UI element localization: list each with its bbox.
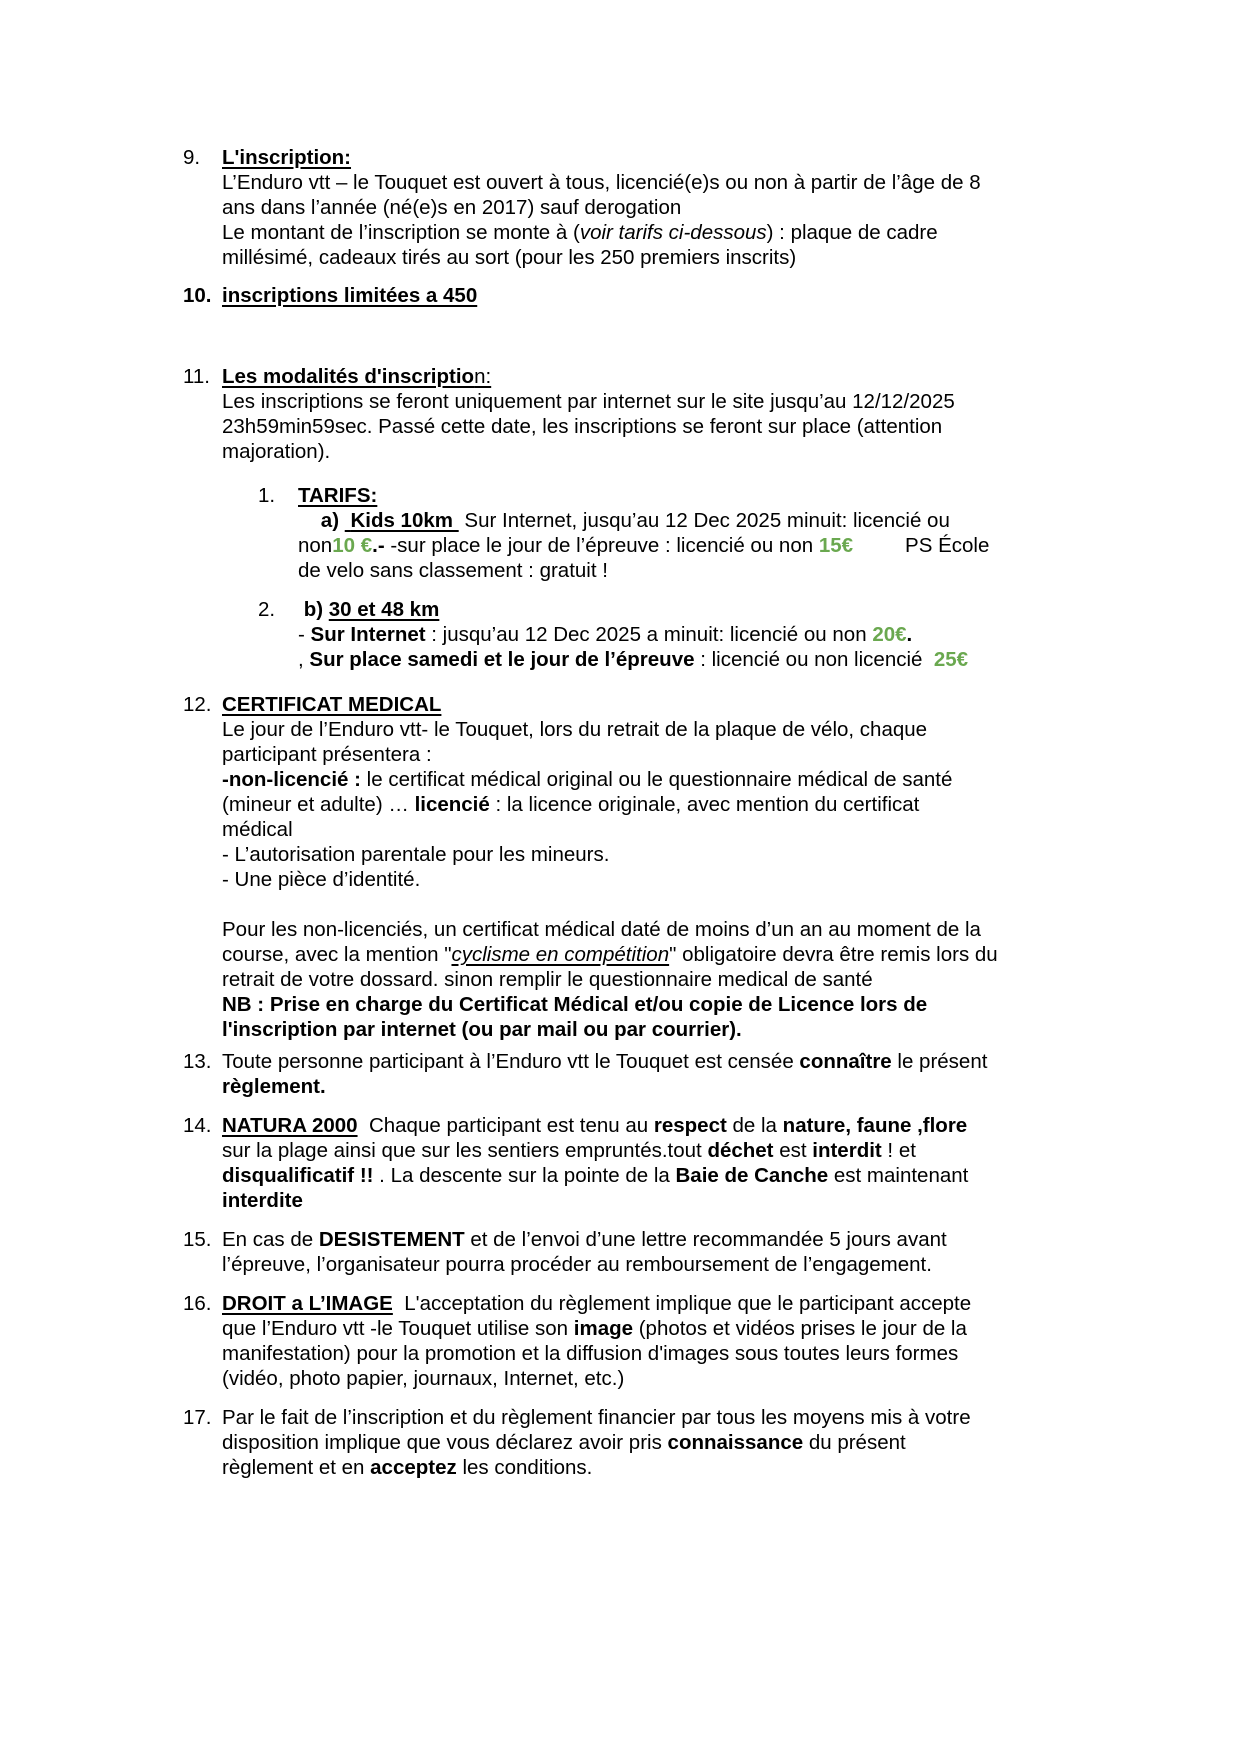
text: .	[906, 623, 913, 646]
nb-line: NB : Prise en charge du Certificat Médical et/ou copie de Licence lors de	[222, 993, 928, 1016]
bold-text: interdit	[812, 1139, 882, 1162]
bold-text: -non-licencié :	[222, 768, 361, 791]
text-line: millésimé, cadeaux tirés au sort (pour les 250 premiers inscrits)	[222, 246, 797, 269]
text: est maintenant	[828, 1164, 969, 1187]
bold-text: règlement.	[222, 1075, 326, 1098]
text: " obligatoire devra être remis lors du	[669, 943, 998, 966]
section-9-inscription	[183, 145, 1103, 270]
section-11-modalites	[183, 364, 1103, 464]
text-line: majoration).	[222, 440, 331, 463]
text: ) : plaque de cadre	[766, 221, 938, 244]
text-line: Par le fait de l’inscription et du règlement financier par tous les moyens mis à votre	[222, 1406, 971, 1429]
item-number: 17.	[183, 1406, 212, 1429]
bold-text: interdite	[222, 1189, 303, 1212]
bold-text: connaître	[799, 1050, 892, 1073]
item-number: 10.	[183, 284, 212, 307]
text: En cas de	[222, 1228, 319, 1251]
bold-text: déchet	[707, 1139, 774, 1162]
text: le présent	[891, 1050, 988, 1073]
subsection-title: TARIFS:	[298, 484, 378, 507]
text: de la	[726, 1114, 783, 1137]
text: et de l’envoi d’une lettre recommandée 5 jours avant	[464, 1228, 947, 1251]
bold-text: nature, faune ,flore	[782, 1114, 968, 1137]
nb-line: l'inscription par internet (ou par mail ou par courrier).	[222, 1018, 742, 1041]
text: PS École	[905, 534, 990, 557]
bold-text: connaissance	[667, 1431, 804, 1454]
section-12-certificat	[183, 692, 1103, 1042]
text-line: - L’autorisation parentale pour les mineurs.	[222, 843, 610, 866]
section-13-reglement	[183, 1049, 1103, 1099]
text: règlement et en	[222, 1456, 371, 1479]
section-14-natura	[183, 1113, 1103, 1213]
text: -	[298, 623, 311, 646]
text: Le montant de l’inscription se monte à (	[222, 221, 580, 244]
text: les conditions.	[456, 1456, 593, 1479]
bold-text: acceptez	[370, 1456, 457, 1479]
text: du présent	[803, 1431, 906, 1454]
tariff-30-48-title: 30 et 48 km	[328, 598, 440, 621]
text: : la licence originale, avec mention du certificat	[489, 793, 920, 816]
text: .-	[372, 534, 385, 557]
section-title: Les modalités d'inscriptio	[222, 365, 475, 388]
bold-text: Sur Internet	[310, 623, 426, 646]
item-number: 12.	[183, 693, 212, 716]
subsection-tarifs	[258, 483, 1108, 583]
tariff-kids-title: Kids 10km	[350, 509, 453, 532]
text: Chaque participant est tenu au	[357, 1114, 654, 1137]
text-line: 23h59min59sec. Passé cette date, les inscriptions se feront sur place (attention	[222, 415, 943, 438]
text: : jusqu’au 12 Dec 2025 a minuit: licencié ou non	[425, 623, 873, 646]
item-number: 15.	[183, 1228, 212, 1251]
text: : licencié ou non licencié	[694, 648, 934, 671]
text-line: retrait de votre dossard. sinon remplir le questionnaire medical de santé	[222, 968, 873, 991]
text-line: Les inscriptions se feront uniquement par internet sur le site jusqu’au 12/12/2025	[222, 390, 955, 413]
text-line: manifestation) pour la promotion et la diffusion d'images sous toutes leurs formes	[222, 1342, 959, 1365]
title-suffix: n:	[474, 365, 492, 388]
price-onsite-adult: 25€	[933, 648, 969, 671]
item-number: 2.	[258, 598, 276, 621]
item-number: 14.	[183, 1114, 212, 1137]
text: (mineur et adulte) …	[222, 793, 415, 816]
bold-text: respect	[653, 1114, 727, 1137]
bold-text: Sur place samedi et le jour de l’épreuve	[309, 648, 695, 671]
text: (photos et vidéos prises le jour de la	[633, 1317, 967, 1340]
section-title: NATURA 2000	[222, 1114, 358, 1137]
text: ,	[298, 648, 310, 671]
text: disposition implique que vous déclarez avoir pris	[222, 1431, 668, 1454]
bold-text: disqualificatif !!	[222, 1164, 374, 1187]
section-17-acceptation	[183, 1405, 1103, 1480]
text-line: ans dans l’année (né(e)s en 2017) sauf derogation	[222, 196, 682, 219]
text: est	[773, 1139, 813, 1162]
bold-text: DESISTEMENT	[318, 1228, 465, 1251]
italic-text: voir tarifs ci-dessous	[579, 221, 767, 244]
text: L'acceptation du règlement implique que le participant accepte	[392, 1292, 972, 1315]
text-line: (vidéo, photo papier, journaux, Internet, etc.)	[222, 1367, 625, 1390]
item-number: 13.	[183, 1050, 212, 1073]
text: Toute personne participant à l’Enduro vtt le Touquet est censée	[222, 1050, 800, 1073]
item-number: 16.	[183, 1292, 212, 1315]
text: le certificat médical original ou le questionnaire médical de santé	[360, 768, 953, 791]
text-line: Pour les non-licenciés, un certificat médical daté de moins d’un an au moment de la	[222, 918, 981, 941]
text: course, avec la mention "	[222, 943, 452, 966]
text: que l’Enduro vtt -le Touquet utilise son	[222, 1317, 574, 1340]
price-onsite-kids: 15€	[818, 534, 854, 557]
item-number: 11.	[183, 365, 210, 388]
text-line: participant présentera :	[222, 743, 432, 766]
text-line: de velo sans classement : gratuit !	[298, 559, 608, 582]
text: non	[298, 534, 333, 557]
section-15-desistement	[183, 1227, 1103, 1277]
text: -sur place le jour de l’épreuve : licencié ou non	[384, 534, 819, 557]
text-line: Le jour de l’Enduro vtt- le Touquet, lors du retrait de la plaque de vélo, chaque	[222, 718, 928, 741]
text: ! et	[881, 1139, 916, 1162]
section-title: DROIT a L’IMAGE	[222, 1292, 393, 1315]
item-number: 1.	[258, 484, 276, 507]
text-line: - Une pièce d’identité.	[222, 868, 421, 891]
subsection-30-48km	[258, 597, 1108, 672]
text-line: l’épreuve, l’organisateur pourra procéder au remboursement de l’engagement.	[222, 1253, 932, 1276]
text: . La descente sur la pointe de la	[373, 1164, 676, 1187]
section-title: CERTIFICAT MEDICAL	[222, 693, 442, 716]
bold-text: licencié	[414, 793, 490, 816]
price-internet-kids: 10 €	[332, 534, 373, 557]
text: Sur Internet, jusqu’au 12 Dec 2025 minuit: licencié ou	[458, 509, 950, 532]
item-number: 9.	[183, 146, 201, 169]
tariff-label: a)	[320, 509, 340, 532]
bold-text: image	[573, 1317, 634, 1340]
price-internet-adult: 20€	[872, 623, 907, 646]
section-16-droit-image	[183, 1291, 1103, 1391]
section-title: L'inscription:	[222, 146, 352, 169]
section-10-limit	[183, 283, 1103, 308]
text-line: L’Enduro vtt – le Touquet est ouvert à tous, licencié(e)s ou non à partir de l’âge de 8	[222, 171, 981, 194]
text-line: médical	[222, 818, 293, 841]
italic-underlined-text: cyclisme en compétition	[451, 943, 670, 966]
text: sur la plage ainsi que sur les sentiers empruntés.tout	[222, 1139, 708, 1162]
section-title: inscriptions limitées a 450	[222, 284, 478, 307]
tariff-label: b)	[303, 598, 324, 621]
bold-text: Baie de Canche	[675, 1164, 829, 1187]
